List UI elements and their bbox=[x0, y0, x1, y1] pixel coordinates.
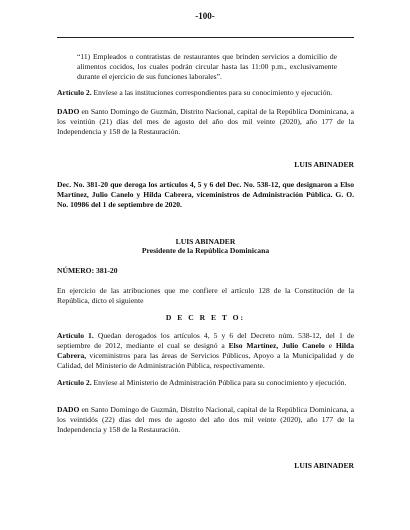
article-text: e bbox=[324, 341, 336, 350]
article-2-first bbox=[57, 88, 354, 98]
article-label: Artículo 2. bbox=[57, 88, 92, 97]
designated-names: Elso Martínez, Julio Canelo bbox=[228, 341, 325, 350]
preamble: En ejercicio de las atribuciones que me confiere el artículo 128 de la Constitución de la República, dicto el siguiente bbox=[57, 286, 354, 305]
dado-paragraph-first bbox=[57, 107, 354, 137]
dado-paragraph-second bbox=[57, 405, 354, 435]
article-2-second bbox=[57, 378, 354, 388]
article-1 bbox=[57, 331, 354, 371]
article-label: Artículo 2. bbox=[57, 378, 92, 387]
article-text: viceministros para las áreas de Servicios Públicos, Apoyo a la Municipalidad y de Calidad, del Ministerio de Administración Pública, respectivamente. bbox=[57, 351, 354, 370]
dado-text: en Santo Domingo de Guzmán, Distrito Nacional, capital de la República Dominicana, a los veintidós (22) días del mes de agosto del año dos mil veinte (2020), año 177 de la Independencia y 158 de la Restauración. bbox=[57, 405, 354, 434]
signature-second: LUIS ABINADER bbox=[294, 461, 354, 470]
article-text: Envíese a las instituciones correspondientes para su conocimiento y ejecución. bbox=[91, 88, 333, 97]
header-rule bbox=[57, 37, 354, 38]
decree-heading: Dec. No. 381-20 que deroga los artículos 4, 5 y 6 del Dec. No. 538-12, que designaron a Elso Martínez, Julio Canelo y Hilda Cabrera, viceministros de Administración Pública. G. O. No. 10986 del 1 de septiembre de 2020. bbox=[57, 180, 354, 209]
decree-number: NÚMERO: 381-20 bbox=[57, 266, 118, 275]
dado-label: DADO bbox=[57, 107, 80, 116]
signature-first: LUIS ABINADER bbox=[294, 160, 354, 169]
article-text: Quedan derogados los artículos 4, 5 y 6 del Decreto núm. 538-12, del 1 de septiembre de 2012, mediante el cual se designó a bbox=[57, 331, 354, 350]
page-number: -100- bbox=[195, 11, 215, 21]
article-label: Artículo 1. bbox=[57, 331, 94, 340]
designated-name: Hilda Cabrera, bbox=[57, 341, 355, 360]
president-title: Presidente de la República Dominicana bbox=[141, 246, 270, 255]
article-text: Envíese al Ministerio de Administración Pública para su conocimiento y ejecución. bbox=[91, 378, 347, 387]
dado-text: en Santo Domingo de Guzmán, Distrito Nacional, capital de la República Dominicana, a los veintiún (21) días del mes de agosto del año dos mil veinte (2020), año 177 de la Independencia y 158 de la Restauración. bbox=[57, 107, 354, 136]
decreto-title: D E C R E T O: bbox=[165, 313, 246, 322]
quoted-clause: “11) Empleados o contratistas de restaurantes que brinden servicios a domicilio de alimentos cocidos, los cuales podrán circular hasta las 11:00 p.m., exclusivamente durante el ejercicio de sus funciones laborales”. bbox=[77, 52, 337, 81]
president-name: LUIS ABINADER bbox=[175, 237, 236, 246]
dado-label: DADO bbox=[57, 405, 80, 414]
